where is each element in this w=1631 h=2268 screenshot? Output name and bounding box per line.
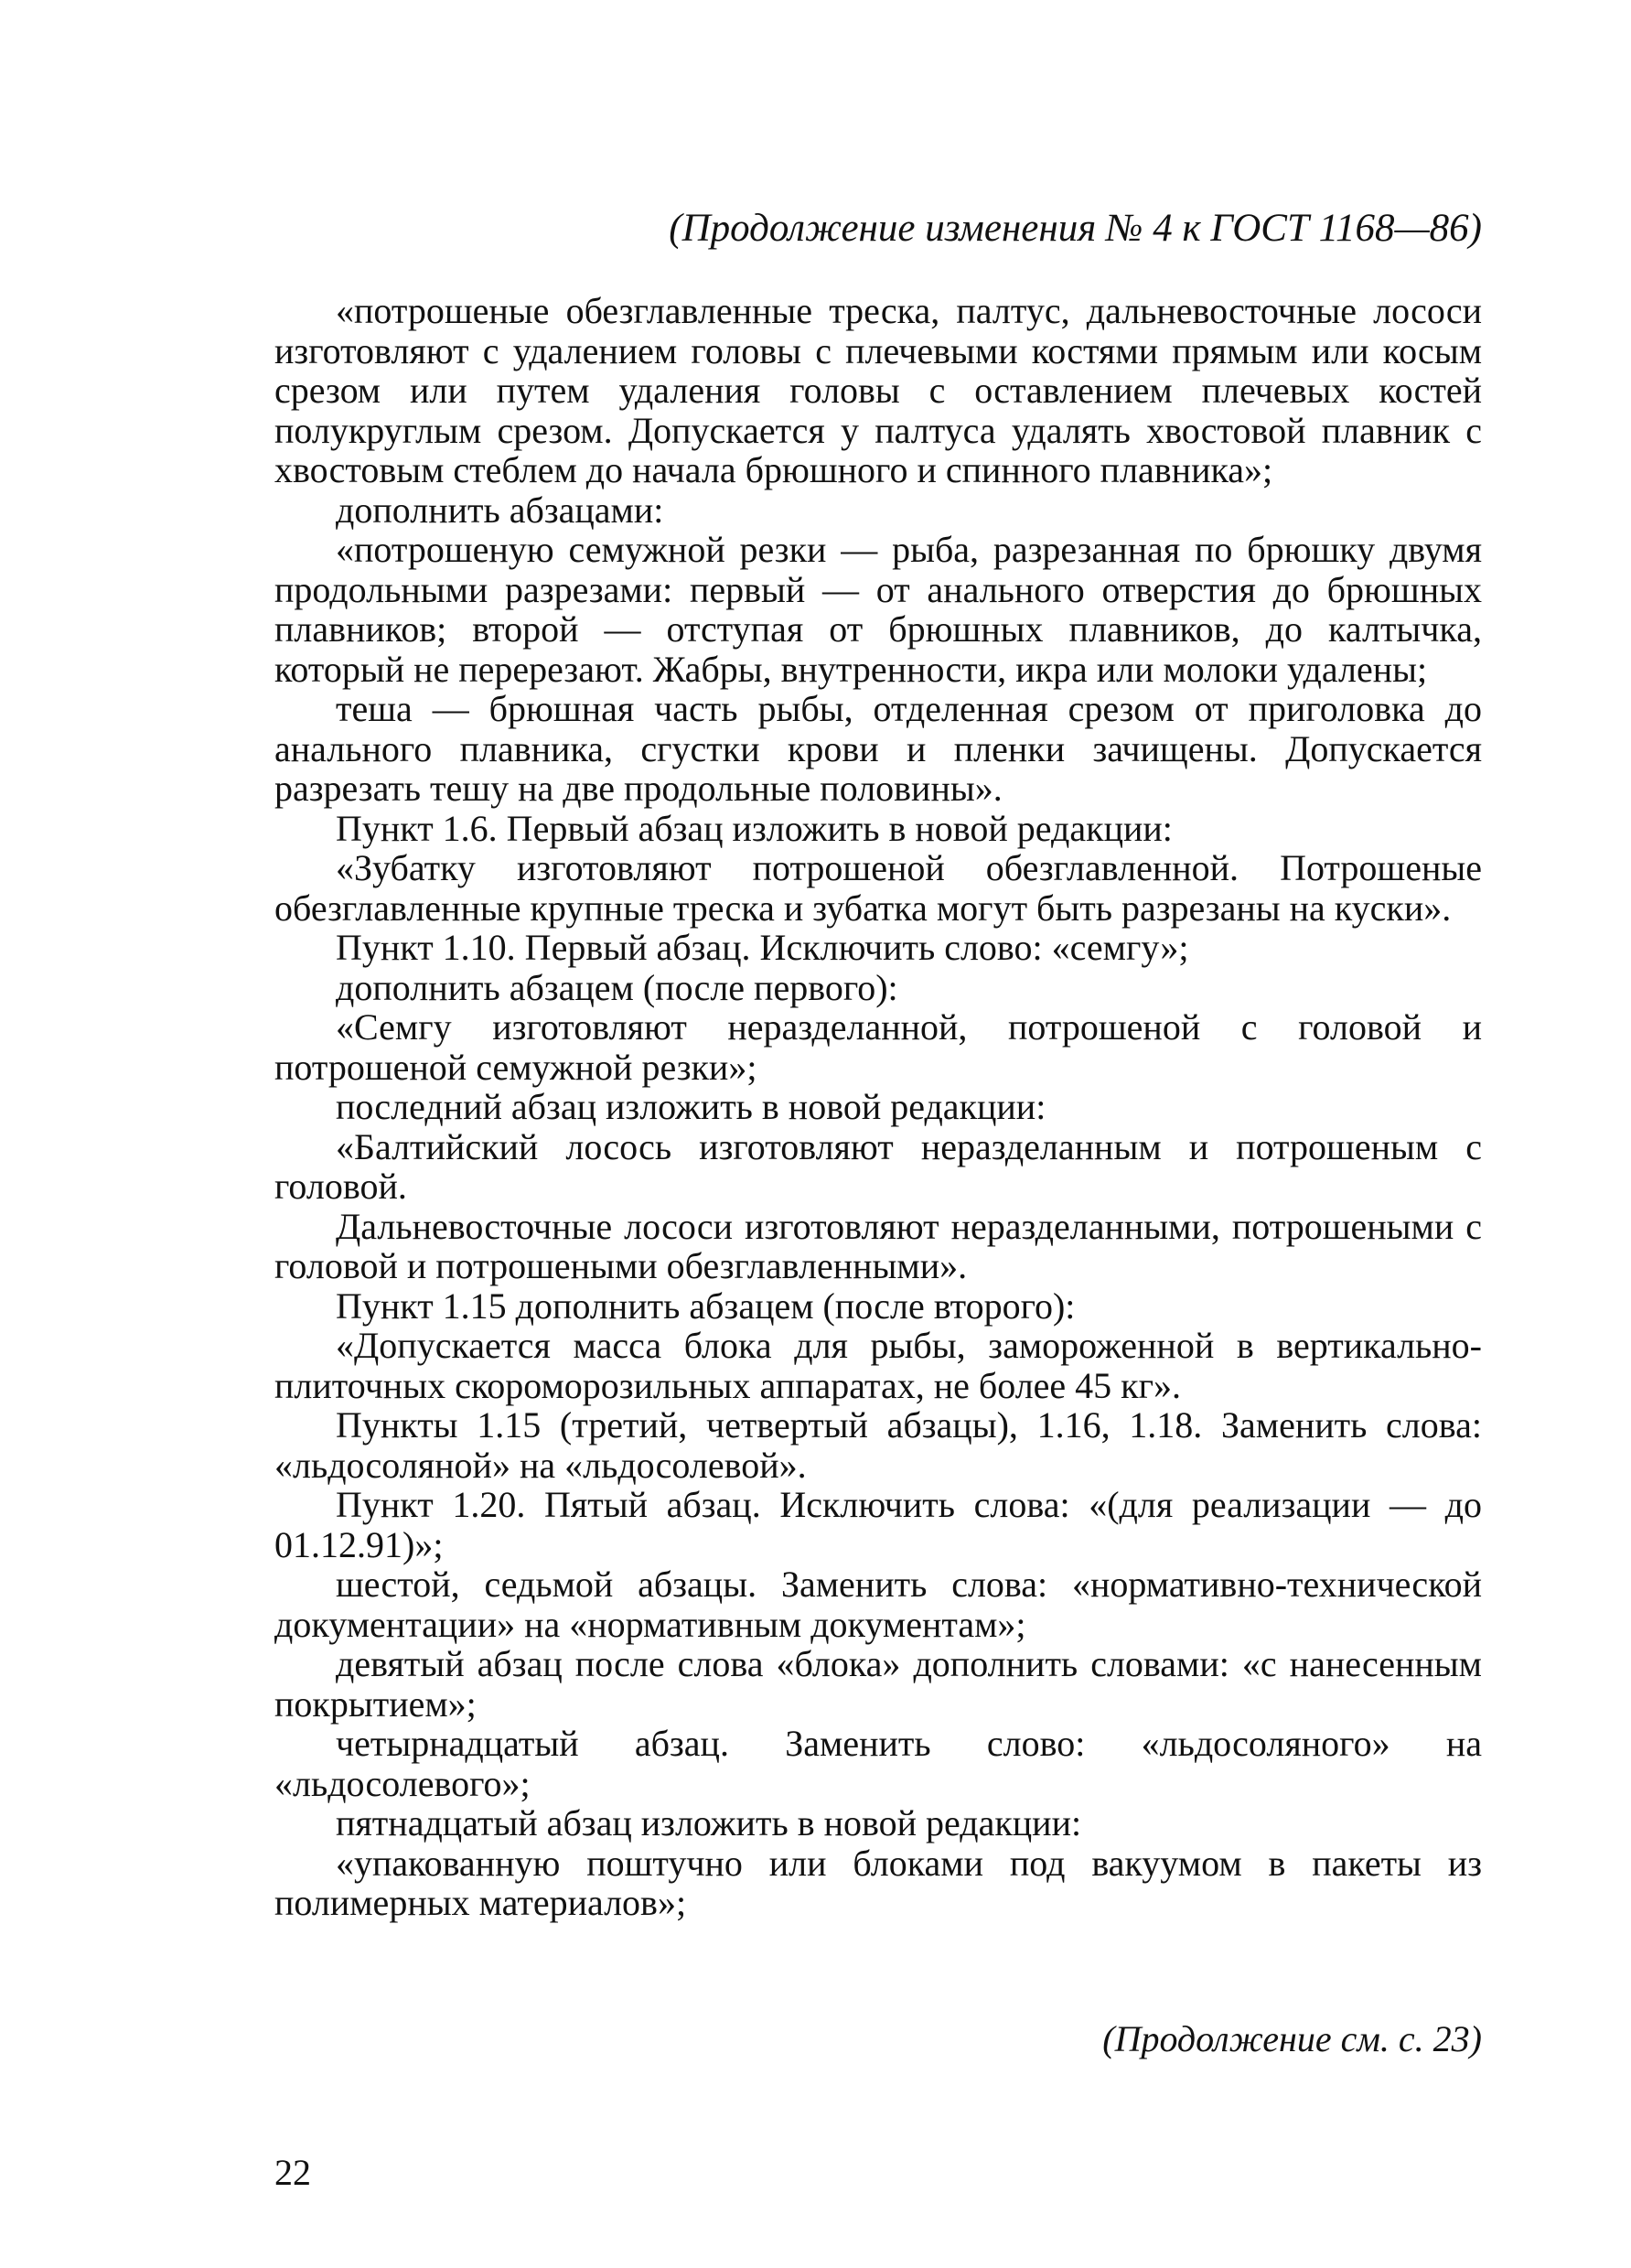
continuation-footer: (Продолжение см. с. 23) [1102, 2018, 1482, 2059]
document-body [274, 291, 1482, 1923]
paragraph: Пункты 1.15 (третий, четвертый абзацы), 1.16, 1.18. Заменить слова: «льдосоляной» на «льдосолевой». [274, 1404, 1482, 1486]
paragraph: теша — брюшная часть рыбы, отделенная срезом от приголовка до анального плавника, сгустки крови и пленки зачищены. Допускается разрезать тешу на две продольные половины». [274, 688, 1482, 809]
page-number: 22 [274, 2152, 311, 2193]
paragraph: шестой, седьмой абзацы. Заменить слова: «нормативно-технической документации» на «нормативным документам»; [274, 1564, 1482, 1645]
paragraph: «Зубатку изготовляют потрошеной обезглавленной. Потрошеные обезглавленные крупные треска и зубатка могут быть разрезаны на куски». [274, 847, 1482, 929]
paragraph: «потрошеную семужной резки — рыба, разрезанная по брюшку двумя продольными разрезами: первый — от анального отверстия до брюшных плавников; второй — отступая от брюшных плавников, до калтычка, который не перерезают. Жабры, внутренности, икра или молоки удалены; [274, 529, 1482, 690]
paragraph: Дальневосточные лососи изготовляют неразделанными, потрошеными с головой и потрошеными обезглавленными». [274, 1205, 1482, 1286]
paragraph: последний абзац изложить в новой редакции: [336, 1086, 1046, 1127]
continuation-header: (Продолжение изменения № 4 к ГОСТ 1168—86) [669, 207, 1482, 250]
paragraph: «потрошеные обезглавленные треска, палтус, дальневосточные лососи изготовляют с удалением головы с плечевыми костями прямым или косым срезом или путем удаления головы с оставлением плечевых костей полукруглым срезом. Допускается у палтуса удалять хвостовой плавник с хвостовым стеблем до начала брюшного и спинного плавника»; [274, 290, 1482, 490]
paragraph: «Допускается масса блока для рыбы, замороженной в вертикально-плиточных скороморозильных аппаратах, не более 45 кг». [274, 1325, 1482, 1406]
paragraph: «Балтийский лосось изготовляют неразделанным и потрошеным с головой. [274, 1125, 1482, 1207]
paragraph: четырнадцатый абзац. Заменить слово: «льдосоляного» на «льдосолевого»; [274, 1723, 1482, 1804]
paragraph: «Семгу изготовляют неразделанной, потрошеной с головой и потрошеной семужной резки»; [274, 1006, 1482, 1088]
paragraph: девятый абзац после слова «блока» дополнить словами: «с нанесенным покрытием»; [274, 1643, 1482, 1725]
paragraph: Пункт 1.10. Первый абзац. Исключить слово: «семгу»; [336, 927, 1189, 968]
paragraph: Пункт 1.15 дополнить абзацем (после второго): [336, 1284, 1076, 1327]
paragraph: дополнить абзацем (после первого): [336, 966, 898, 1008]
paragraph: дополнить абзацами: [336, 489, 664, 531]
paragraph: Пункт 1.6. Первый абзац изложить в новой редакции: [336, 807, 1173, 849]
paragraph: Пункт 1.20. Пятый абзац. Исключить слова: «(для реализации — до 01.12.91)»; [274, 1484, 1482, 1565]
paragraph: пятнадцатый абзац изложить в новой редакции: [336, 1802, 1082, 1843]
paragraph: «упакованную поштучно или блоками под вакуумом в пакеты из полимерных материалов»; [274, 1842, 1482, 1923]
